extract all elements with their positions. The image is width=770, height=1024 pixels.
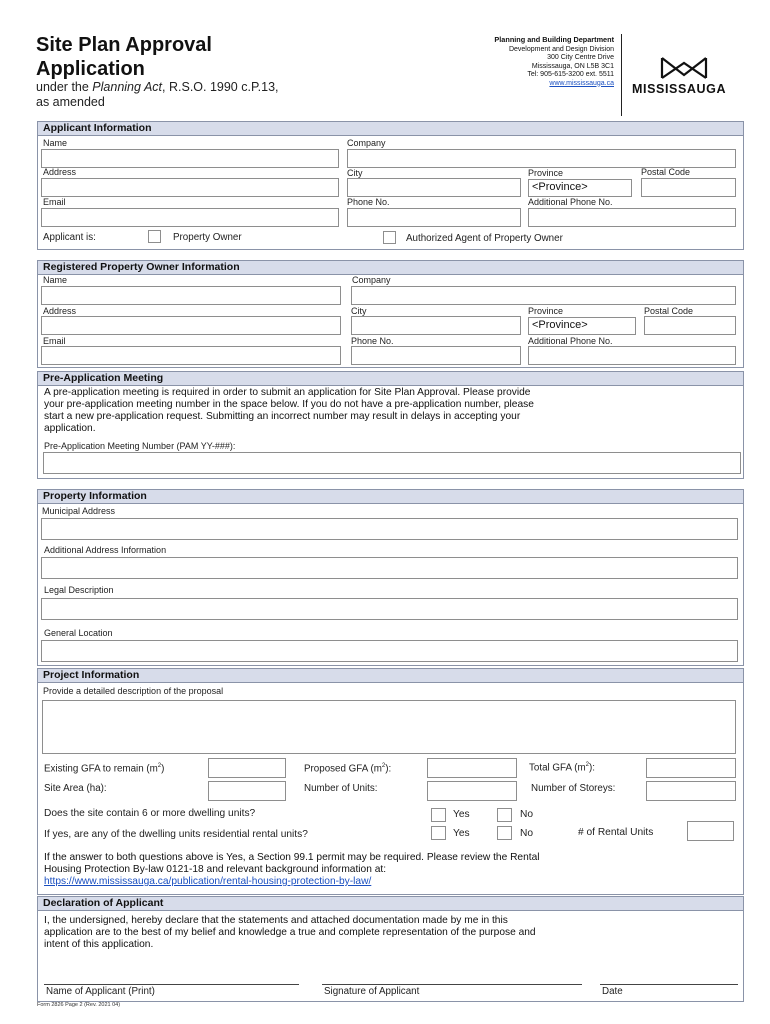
number-of-units-label: Number of Units: — [304, 783, 378, 794]
applicant-address-label: Address — [43, 167, 77, 177]
general-location-input[interactable] — [41, 640, 738, 662]
owner-section — [37, 260, 744, 368]
dept-city: Mississauga, ON L5B 3C1 — [531, 62, 614, 70]
existing-gfa-label: Existing GFA to remain $(m^2)$ — [44, 763, 165, 775]
applicant-address-input[interactable] — [41, 178, 339, 197]
declaration-line-2: application are to the best of my belief and knowledge a true and complete representation of the purpose and — [44, 927, 536, 938]
dept-street: 300 City Centre Drive — [547, 54, 614, 61]
applicant-phone-label: Phone No. — [347, 197, 390, 207]
preapp-section — [37, 371, 744, 479]
rental-yes-checkbox[interactable] — [431, 826, 446, 840]
form-id-footer: Form 2826 Page 2 (Rev. 2021 04) — [37, 1002, 121, 1008]
owner-additional-phone-input[interactable] — [528, 346, 736, 365]
subtitle-line-2: as amended — [36, 95, 105, 109]
applicant-phone-input[interactable] — [347, 208, 521, 227]
logo-wordmark: MISSISSAUGA — [632, 82, 727, 96]
subtitle-italic: Planning Act — [92, 80, 163, 94]
existing-gfa-input[interactable] — [208, 758, 286, 778]
number-of-units-input[interactable] — [427, 781, 517, 801]
mississauga-logo-icon — [659, 55, 709, 81]
applicant-email-input[interactable] — [41, 208, 339, 227]
rental-no-checkbox[interactable] — [497, 826, 512, 840]
number-of-storeys-input[interactable] — [646, 781, 736, 801]
applicant-name-label: Name — [43, 138, 68, 148]
declaration-text — [44, 915, 740, 951]
title-line-1: Site Plan Approval — [36, 34, 212, 56]
applicant-postal-label: Postal Code — [641, 167, 691, 177]
applicant-name-input[interactable] — [41, 149, 339, 168]
owner-postal-label: Postal Code — [644, 306, 694, 316]
property-owner-checkbox[interactable] — [148, 230, 161, 243]
applicant-province-select[interactable]: <Province> — [528, 179, 632, 197]
total-gfa-label: Total GFA $(m^2)$: — [529, 762, 595, 774]
six-units-yes-checkbox[interactable] — [431, 808, 446, 822]
owner-address-label: Address — [43, 306, 77, 316]
municipal-address-label: Municipal Address — [42, 506, 116, 516]
preapp-text-line-4: application. — [44, 423, 96, 434]
applicant-name-line[interactable] — [44, 984, 299, 985]
declaration-line-3: intent of this application. — [44, 939, 154, 950]
header-divider — [621, 34, 622, 116]
site-area-label: Site Area (ha): — [44, 783, 107, 794]
six-units-no-checkbox[interactable] — [497, 808, 512, 822]
property-section — [37, 489, 744, 666]
owner-name-input[interactable] — [41, 286, 341, 305]
six-units-yes-label: Yes — [453, 809, 470, 820]
owner-email-input[interactable] — [41, 346, 341, 365]
subtitle-post: , R.S.O. 1990 c.P.13, — [162, 80, 279, 94]
property-heading: Property Information — [38, 490, 743, 504]
authorized-agent-label: Authorized Agent of Property Owner — [406, 233, 563, 244]
property-owner-label: Property Owner — [173, 232, 242, 243]
owner-additional-phone-label: Additional Phone No. — [528, 336, 613, 346]
dept-website-link[interactable]: www.mississauga.ca — [549, 79, 614, 87]
date-label: Date — [602, 986, 623, 997]
preapp-heading: Pre-Application Meeting — [38, 372, 743, 386]
title-line-2: Application — [36, 58, 145, 80]
declaration-section — [37, 896, 744, 1002]
total-gfa-input[interactable] — [646, 758, 736, 778]
authorized-agent-checkbox[interactable] — [383, 231, 396, 244]
applicant-additional-phone-input[interactable] — [528, 208, 736, 227]
applicant-section — [37, 121, 744, 250]
owner-address-input[interactable] — [41, 316, 341, 335]
proposed-gfa-label: Proposed GFA $(m^2)$: — [304, 763, 392, 775]
declaration-heading: Declaration of Applicant — [38, 897, 743, 911]
applicant-postal-input[interactable] — [641, 178, 736, 197]
proposed-gfa-input[interactable] — [427, 758, 517, 778]
owner-city-input[interactable] — [351, 316, 521, 335]
dept-tel: Tel: 905-615-3200 ext. 5511 — [527, 71, 614, 78]
rental-units-count-label: # of Rental Units — [578, 827, 654, 838]
rental-housing-bylaw-link[interactable]: https://www.mississauga.ca/publication/rental-housing-protection-by-law/ — [44, 876, 372, 887]
applicant-email-label: Email — [43, 197, 66, 207]
page-subtitle — [36, 80, 279, 110]
legal-description-input[interactable] — [41, 598, 738, 620]
rental-no-label: No — [520, 828, 534, 839]
owner-phone-label: Phone No. — [351, 336, 394, 346]
page-title — [36, 33, 212, 81]
site-area-input[interactable] — [208, 781, 286, 801]
applicant-additional-phone-label: Additional Phone No. — [528, 197, 613, 207]
owner-city-label: City — [351, 306, 367, 316]
preapp-text-line-2: your pre-application meeting number in the space below. If you do not have a pre-application number, please — [44, 399, 534, 410]
applicant-city-label: City — [347, 168, 363, 178]
owner-company-label: Company — [352, 275, 391, 285]
project-description-label: Provide a detailed description of the proposal — [43, 686, 224, 696]
six-units-question: Does the site contain 6 or more dwelling units? — [44, 808, 256, 819]
applicant-company-input[interactable] — [347, 149, 736, 168]
owner-heading: Registered Property Owner Information — [38, 261, 743, 275]
preapp-text-line-1: A pre-application meeting is required in order to submit an application for Site Plan Approval. Please provide — [44, 387, 531, 398]
project-heading: Project Information — [38, 669, 743, 683]
owner-email-label: Email — [43, 336, 66, 346]
owner-phone-input[interactable] — [351, 346, 521, 365]
applicant-name-print-label: Name of Applicant (Print) — [46, 986, 155, 997]
preapp-number-label: Pre-Application Meeting Number (PAM YY-###): — [44, 441, 236, 451]
applicant-is-label: Applicant is: — [43, 232, 96, 243]
applicant-company-label: Company — [347, 138, 386, 148]
applicant-province-label: Province — [528, 168, 564, 178]
rental-note-line-1: If the answer to both questions above is Yes, a Section 99.1 permit may be required. Please review the Rental — [44, 852, 540, 863]
additional-address-input[interactable] — [41, 557, 738, 579]
rental-units-count-input[interactable] — [687, 821, 734, 841]
preapp-text-line-3: start a new pre-application request. Submitting an incorrect number may result in delays in accepting your — [44, 411, 521, 422]
declaration-line-1: I, the undersigned, hereby declare that the statements and attached documentation made by me in this — [44, 915, 508, 926]
owner-province-label: Province — [528, 306, 564, 316]
rental-yes-label: Yes — [453, 828, 470, 839]
owner-postal-input[interactable] — [644, 316, 736, 335]
additional-address-label: Additional Address Information — [44, 545, 167, 555]
six-units-no-label: No — [520, 809, 534, 820]
preapp-number-input[interactable] — [43, 452, 741, 474]
preapp-instructions — [44, 387, 740, 435]
department-address — [494, 36, 614, 88]
legal-description-label: Legal Description — [44, 585, 114, 595]
owner-name-label: Name — [43, 275, 68, 285]
rental-housing-note — [44, 852, 740, 888]
applicant-heading: Applicant Information — [38, 122, 743, 136]
signature-line[interactable] — [322, 984, 582, 985]
owner-company-input[interactable] — [351, 286, 736, 305]
applicant-city-input[interactable] — [347, 178, 521, 197]
rental-units-question: If yes, are any of the dwelling units residential rental units? — [44, 829, 308, 840]
dept-name: Planning and Building Department — [494, 35, 614, 44]
municipal-address-input[interactable] — [41, 518, 738, 540]
owner-province-select[interactable]: <Province> — [528, 317, 636, 335]
signature-label: Signature of Applicant — [324, 986, 420, 997]
number-of-storeys-label: Number of Storeys: — [531, 783, 616, 794]
rental-note-line-2: Housing Protection By-law 0121-18 and relevant background information at: — [44, 864, 387, 875]
project-description-textarea[interactable] — [42, 700, 736, 754]
dept-division: Development and Design Division — [508, 45, 614, 53]
project-section — [37, 668, 744, 895]
date-line[interactable] — [600, 984, 738, 985]
subtitle-pre: under the — [36, 80, 93, 94]
general-location-label: General Location — [44, 628, 113, 638]
